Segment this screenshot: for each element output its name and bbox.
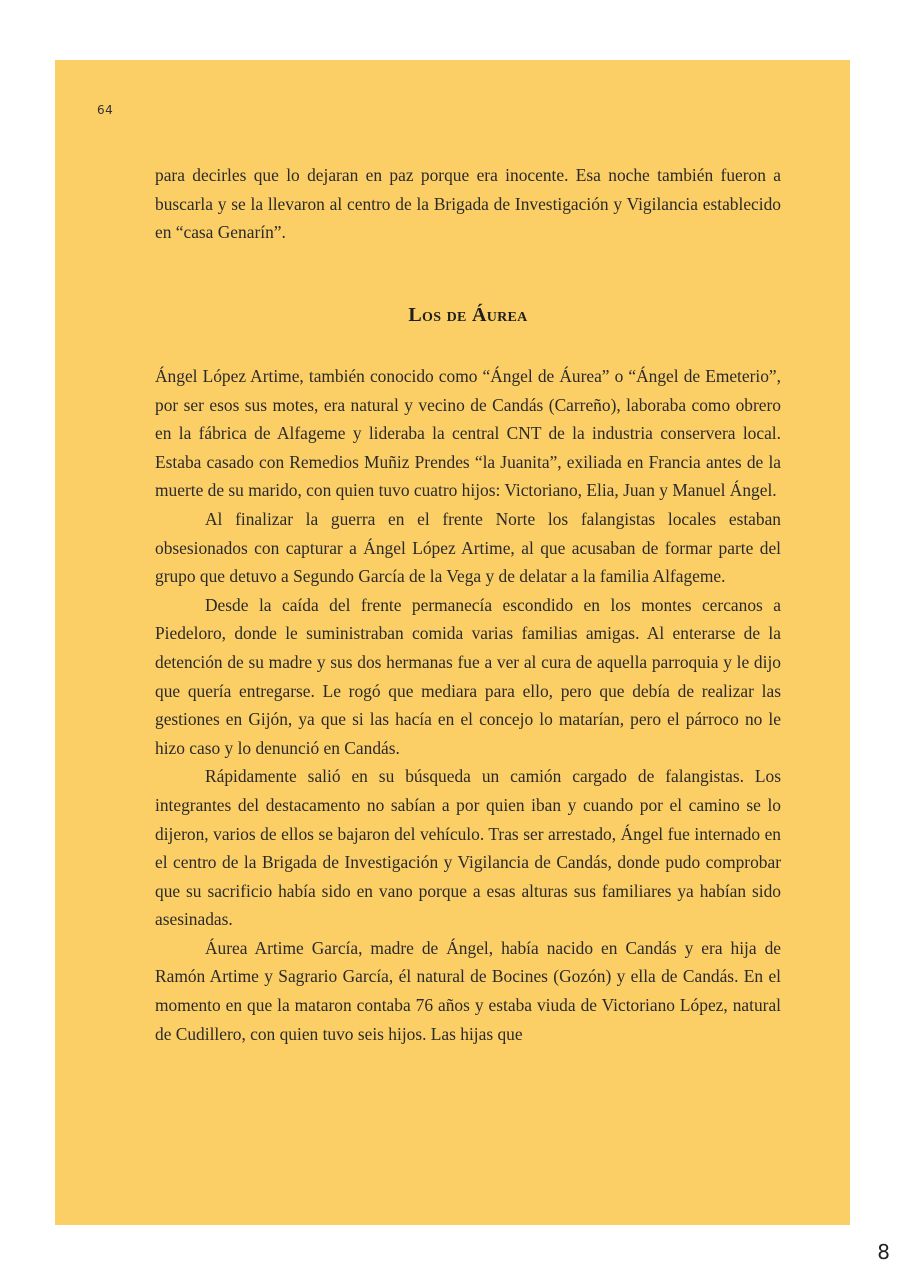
page-number: 64 [97, 103, 114, 117]
paragraph: Rápidamente salió en su búsqueda un camión cargado de falangistas. Los integrantes del destacamento no sabían a por quien iban y cuando por el camino se lo dijeron, varios de ellos se bajaron del vehículo. Tras ser arrestado, Ángel fue internado en el centro de la Brigada de Investigación y Vigilancia de Candás, donde pudo comprobar que su sacrificio había sido en vano porque a esas alturas sus familiares ya habían sido asesinadas. [155, 766, 781, 930]
paragraph: Áurea Artime García, madre de Ángel, había nacido en Candás y era hija de Ramón Artime y Sagrario García, él natural de Bocines (Gozón) y ella de Candás. En el momento en que la mataron contaba 76 años y estaba viuda de Victoriano López, natural de Cudillero, con quien tuvo seis hijos. Las hijas que [155, 937, 781, 1044]
paragraph: Al finalizar la guerra en el frente Norte los falangistas locales estaban obsesionados con capturar a Ángel López Artime, al que acusaban de formar parte del grupo que detuvo a Segundo García de la Vega y de delatar a la familia Alfageme. [155, 508, 781, 587]
intro-text [155, 161, 781, 247]
corner-page-number: 8 [877, 1240, 890, 1264]
intro-paragraph: para decirles que lo dejaran en paz porque era inocente. Esa noche también fueron a buscarla y se la llevaron al centro de la Brigada de Investigación y Vigilancia establecido en “casa Genarín”. [155, 165, 781, 243]
section-body [155, 362, 781, 1048]
section-title: Los de Áurea [408, 304, 528, 326]
book-page [55, 60, 850, 1225]
paragraph: Ángel López Artime, también conocido como “Ángel de Áurea” o “Ángel de Emeterio”, por ser esos sus motes, era natural y vecino de Candás (Carreño), laboraba como obrero en la fábrica de Alfageme y lideraba la central CNT de la industria conservera local. Estaba casado con Remedios Muñiz Prendes “la Juanita”, exiliada en Francia antes de la muerte de su marido, con quien tuvo cuatro hijos: Victoriano, Elia, Juan y Manuel Ángel. [155, 366, 781, 501]
paragraph: Desde la caída del frente permanecía escondido en los montes cercanos a Piedeloro, donde le suministraban comida varias familias amigas. Al enterarse de la detención de su madre y sus dos hermanas fue a ver al cura de aquella parroquia y le dijo que quería entregarse. Le rogó que mediara para ello, pero que debía de realizar las gestiones en Gijón, ya que si las hacía en el concejo lo matarían, pero el párroco no le hizo caso y lo denunció en Candás. [155, 594, 781, 758]
